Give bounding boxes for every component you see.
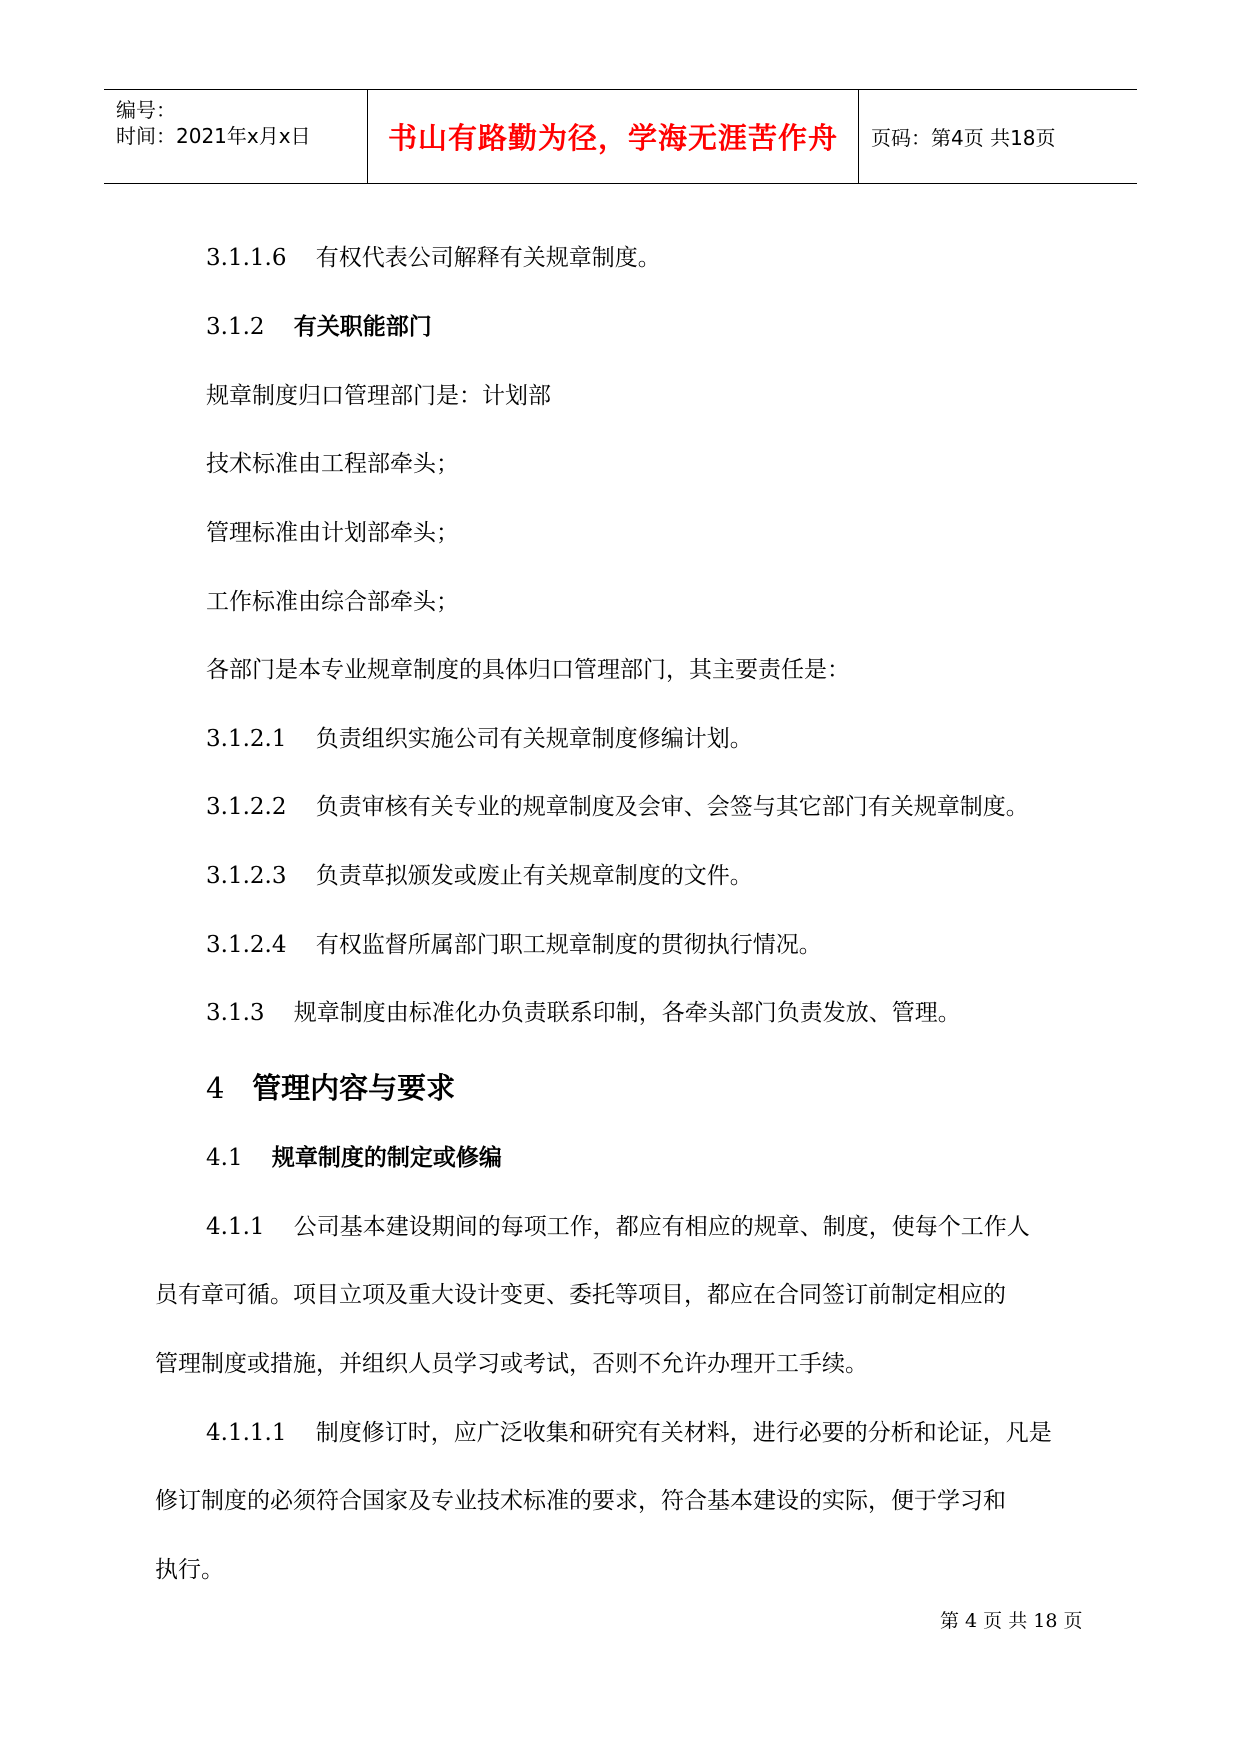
section-number: 3.1.1.6 <box>206 245 287 271</box>
paragraph-4-1-1-1-line1 <box>206 1418 1052 1448</box>
page-header <box>104 89 1137 184</box>
body-line: 规章制度归口管理部门是：计划部 <box>206 383 551 409</box>
heading-4 <box>206 1070 455 1106</box>
paragraph-3-1-3 <box>206 998 961 1028</box>
paragraph-text: 负责审核有关专业的规章制度及会审、会签与其它部门有关规章制度。 <box>315 794 1029 820</box>
paragraph-3-1-2-1 <box>206 724 753 754</box>
paragraph-text: 规章制度由标准化办负责联系印制，各牵头部门负责发放、管理。 <box>293 1000 961 1026</box>
paragraph-3-1-2-3 <box>206 861 753 891</box>
paragraph-4-1-1-line1 <box>206 1212 1030 1242</box>
section-number: 3.1.3 <box>206 1000 265 1026</box>
header-page-label: 页码：第4页 共18页 <box>871 126 1056 150</box>
heading-4-1 <box>206 1143 502 1173</box>
paragraph-4-1-1-1-line3: 执行。 <box>155 1557 224 1583</box>
section-number: 4.1.1 <box>206 1214 265 1240</box>
section-number: 3.1.2.3 <box>206 863 287 889</box>
paragraph-text: 制度修订时，应广泛收集和研究有关材料，进行必要的分析和论证，凡是 <box>315 1420 1052 1446</box>
section-number: 3.1.2.2 <box>206 794 287 820</box>
body-line: 工作标准由综合部牵头； <box>206 589 459 615</box>
header-meta-cell <box>104 90 368 183</box>
paragraph-4-1-1-line3: 管理制度或措施，并组织人员学习或考试，否则不允许办理开工手续。 <box>155 1351 868 1377</box>
paragraph-text: 有权监督所属部门职工规章制度的贯彻执行情况。 <box>315 932 822 958</box>
header-time-label: 时间：2021年x月x日 <box>116 124 311 148</box>
paragraph-4-1-1-1-line2: 修订制度的必须符合国家及专业技术标准的要求，符合基本建设的实际，便于学习和 <box>155 1488 1006 1514</box>
paragraph-text: 负责草拟颁发或废止有关规章制度的文件。 <box>315 863 753 889</box>
page-footer: 第 4 页 共 18 页 <box>940 1610 1083 1632</box>
body-line: 各部门是本专业规章制度的具体归口管理部门，其主要责任是： <box>206 657 850 683</box>
heading-text: 有关职能部门 <box>293 314 432 340</box>
section-number: 4 <box>206 1071 225 1105</box>
paragraph-text: 公司基本建设期间的每项工作，都应有相应的规章、制度，使每个工作人 <box>293 1214 1030 1240</box>
body-line: 技术标准由工程部牵头； <box>206 451 459 477</box>
paragraph-3-1-2-4 <box>206 930 822 960</box>
section-number: 3.1.2.1 <box>206 726 287 752</box>
header-motto: 书山有路勤为径，学海无涯苦作舟 <box>368 90 859 183</box>
paragraph-4-1-1-line2: 员有章可循。项目立项及重大设计变更、委托等项目，都应在合同签订前制定相应的 <box>155 1282 1006 1308</box>
header-number-label: 编号： <box>116 98 176 122</box>
heading-3-1-2 <box>206 312 432 342</box>
section-number: 4.1.1.1 <box>206 1420 287 1446</box>
body-line: 管理标准由计划部牵头； <box>206 520 459 546</box>
section-number: 3.1.2.4 <box>206 932 287 958</box>
paragraph-text: 负责组织实施公司有关规章制度修编计划。 <box>315 726 753 752</box>
section-number: 4.1 <box>206 1145 243 1171</box>
heading-text: 规章制度的制定或修编 <box>271 1145 502 1171</box>
paragraph-3-1-2-2 <box>206 792 1029 822</box>
heading-text: 管理内容与要求 <box>252 1071 456 1105</box>
section-number: 3.1.2 <box>206 314 265 340</box>
paragraph-text: 有权代表公司解释有关规章制度。 <box>315 245 661 271</box>
paragraph-3-1-1-6 <box>206 243 661 273</box>
